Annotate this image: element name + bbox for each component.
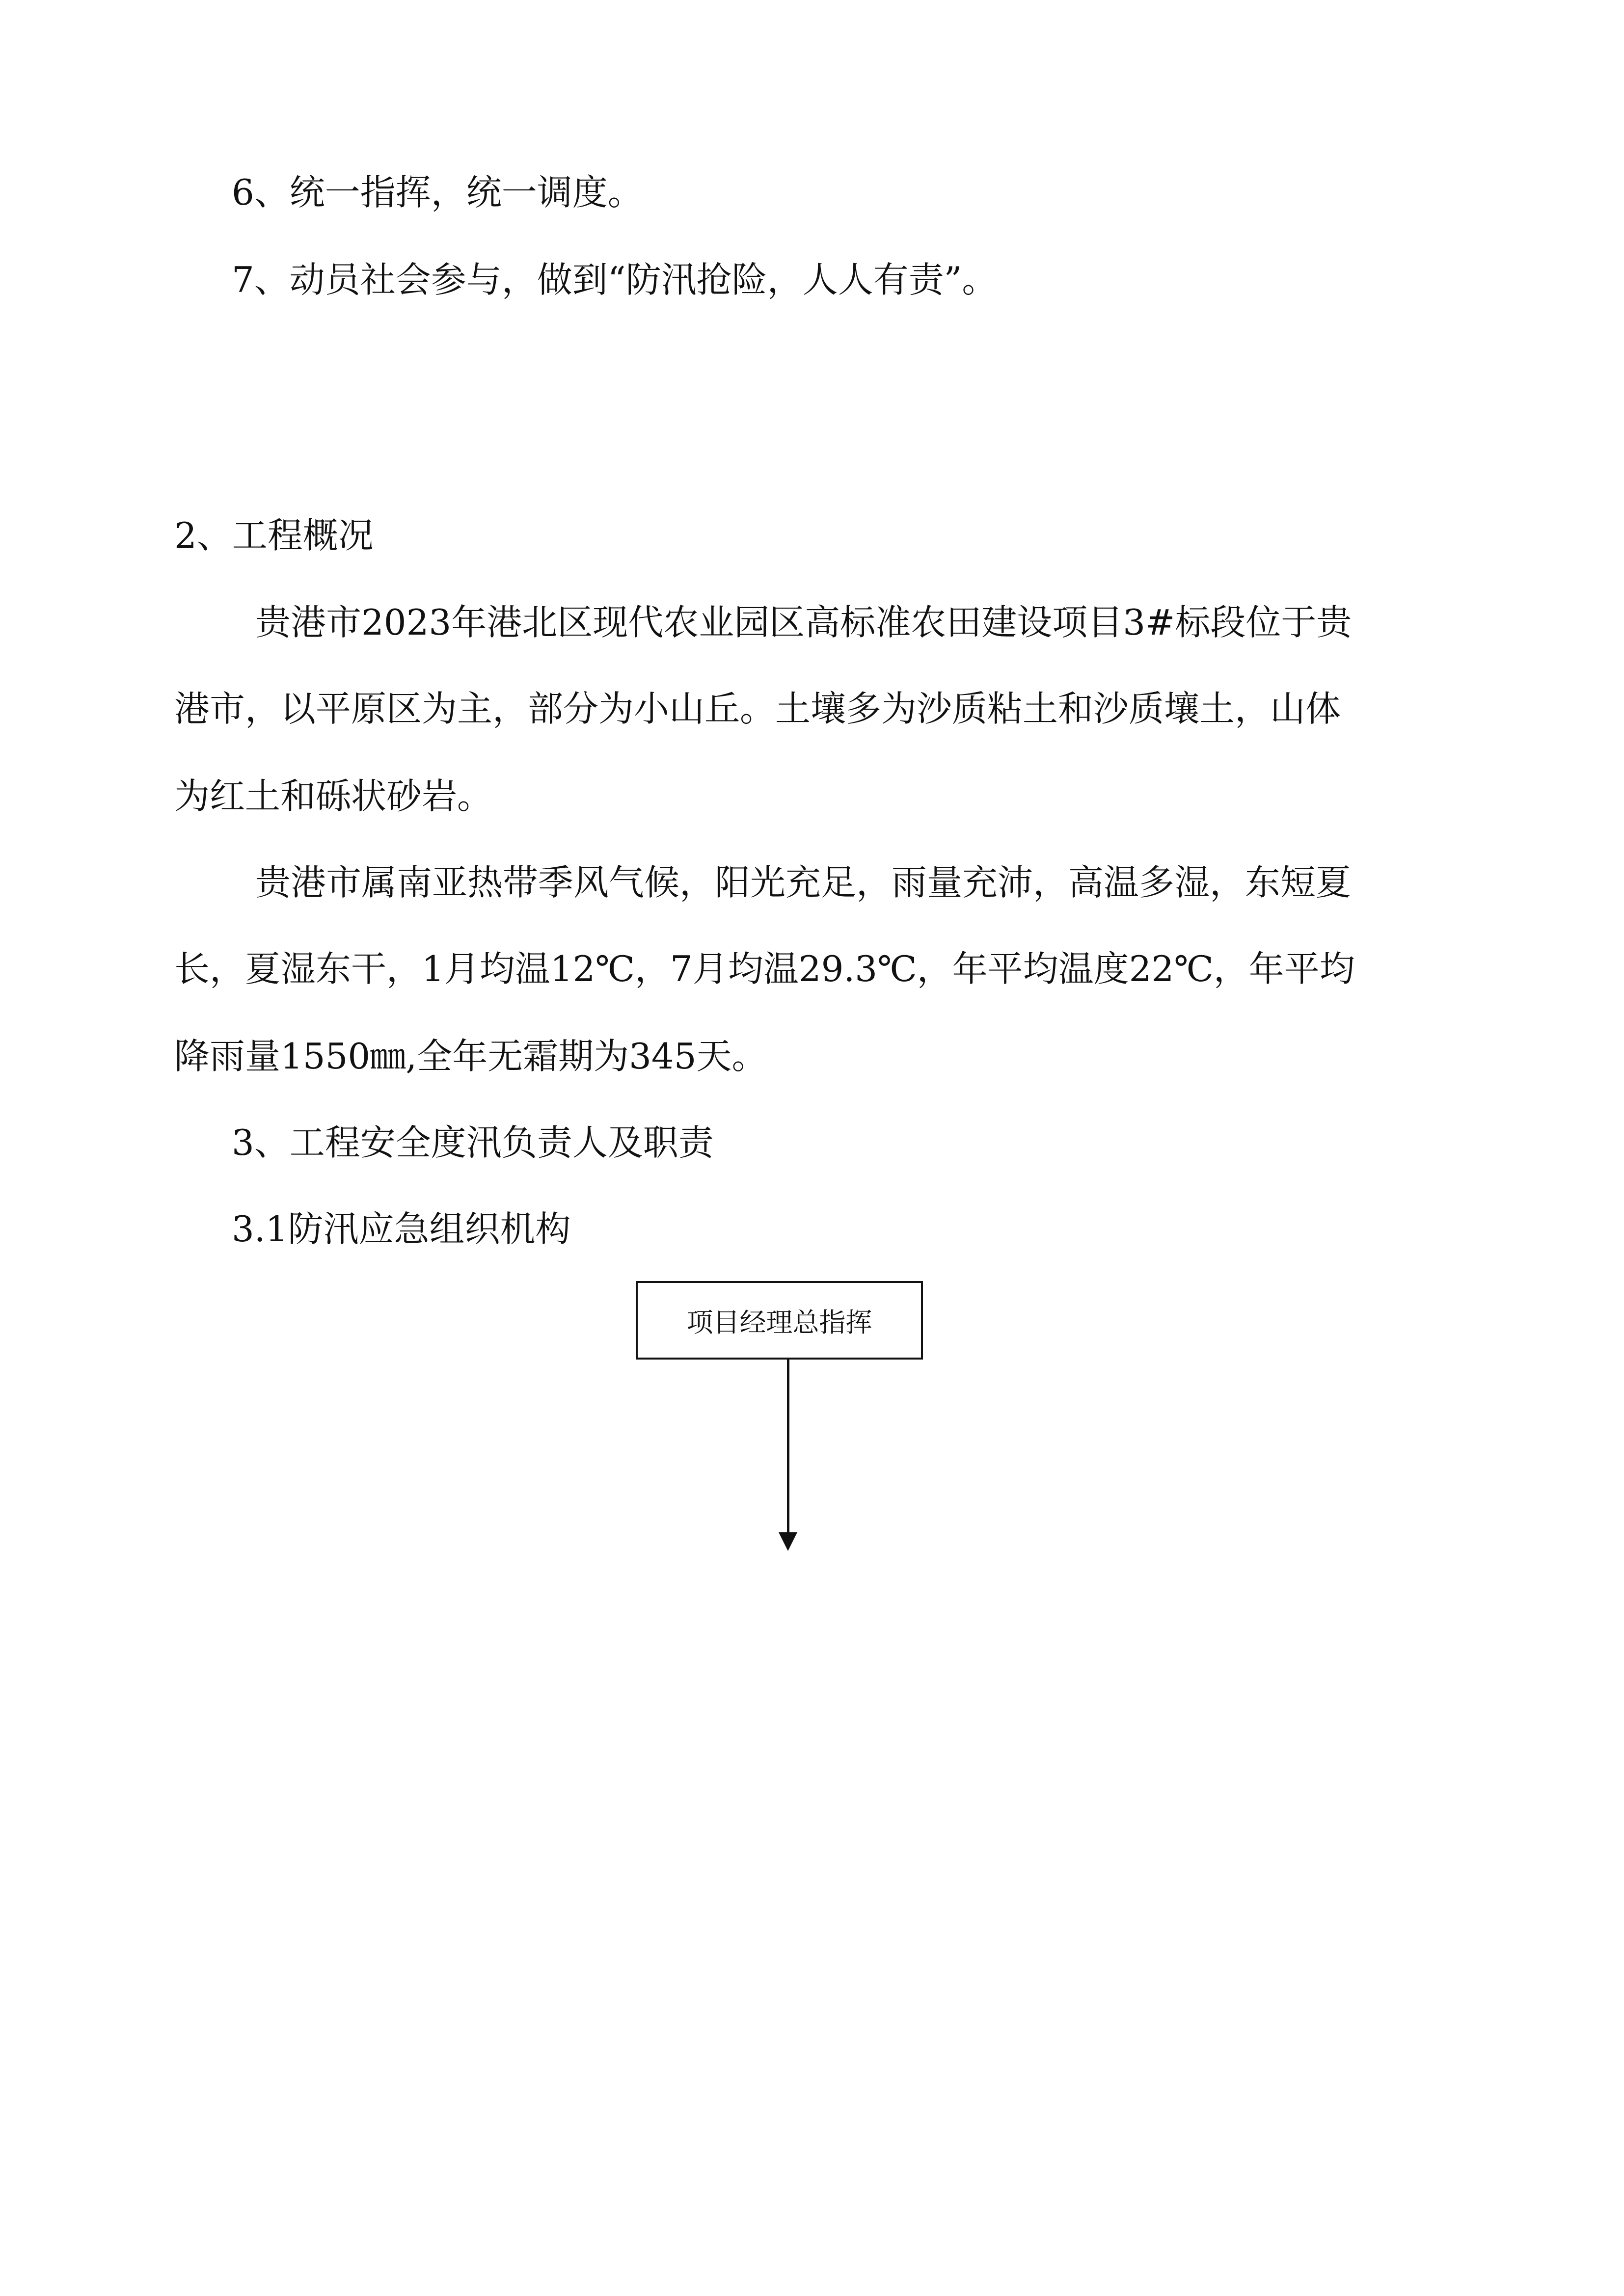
org-node-project-manager [636,1281,923,1360]
overview-para1-line1: 贵港市2023年港北区现代农业园区高标准农田建设项目3#标段位于贵 [255,602,1352,643]
org-connector-line [787,1360,789,1534]
overview-para2-line1: 贵港市属南亚热带季风气候，阳光充足，雨量充沛，高温多湿，东短夏 [255,862,1352,903]
section-2-heading: 2、工程概况 [174,515,374,556]
principle-7: 7、动员社会参与，做到“防汛抢险，人人有责”。 [232,259,998,300]
overview-para2-line2: 长，夏湿东干，1月均温12℃，7月均温29.3℃，年平均温度22℃，年平均 [174,948,1355,989]
org-node-label: 项目经理总指挥 [686,1307,872,1338]
overview-para1-line3: 为红土和砾状砂岩。 [174,775,493,817]
overview-para1-line2: 港市，以平原区为主，部分为小山丘。土壤多为沙质粘土和沙质壤土，山体 [174,688,1341,729]
arrow-down-icon [779,1532,797,1551]
section-3-heading: 3、工程安全度汛负责人及职责 [232,1122,714,1163]
principle-6: 6、统一指挥，统一调度。 [232,172,643,213]
overview-para2-line3: 降雨量1550㎜,全年无霜期为345天。 [174,1036,767,1077]
section-3-1-heading: 3.1防汛应急组织机构 [232,1208,571,1250]
